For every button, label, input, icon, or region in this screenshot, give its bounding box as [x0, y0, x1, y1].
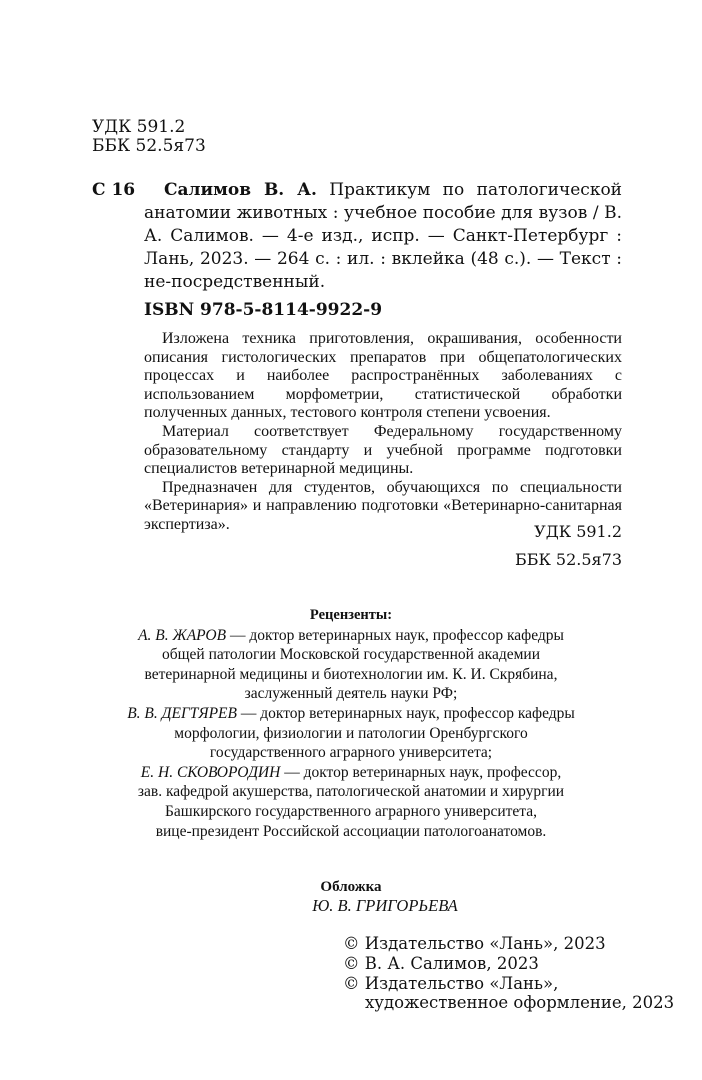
isbn: ISBN 978-5-8114-9922-9 [144, 300, 383, 320]
bibliographic-description [144, 179, 622, 294]
copyright-block [343, 934, 674, 1013]
annotation-paragraph-2: Материал соответствует Федеральному государственному образовательному стандарту и учебной программе подготовки специалистов ветеринарной медицины. [144, 422, 622, 478]
author-mark: С 16 [92, 180, 136, 200]
cover-credit [0, 878, 702, 916]
copyright-design: © Издательство «Лань», [343, 973, 559, 993]
classification-codes-top [92, 118, 206, 156]
reviewer-1-name: А. В. ЖАРОВ [138, 626, 227, 644]
reviewer-3-line-2: зав. кафедрой акушерства, патологической анатомии и хирургии [137, 783, 565, 801]
bbk-code: ББК 52.5я73 [92, 136, 206, 156]
title-line-2: анатомии животных : учебное пособие для вузов / [144, 203, 599, 223]
reviewer-1 [0, 626, 702, 646]
reviewers [0, 606, 702, 841]
annotation [144, 330, 622, 535]
cover-label: Обложка [320, 879, 382, 895]
title-line-1: Практикум по патологической [316, 180, 623, 200]
reviewer-2-line-1: — доктор ветеринарных наук, профессор кафедры [236, 704, 575, 722]
classification-codes-bottom [515, 518, 622, 574]
bbk-code-bottom: ББК 52.5я73 [514, 550, 622, 569]
reviewer-2-line-3: государственного аграрного университета; [209, 744, 493, 762]
reviewer-1-line-1: — доктор ветеринарных наук, профессор кафедры [226, 626, 564, 644]
title-line-5: посредственный. [171, 272, 326, 292]
reviewer-2-name: В. В. ДЕГТЯРЕВ [127, 704, 237, 722]
reviewer-1-line-3: ветеринарной медицины и биотехнологии им. К. И. Скрябина, [144, 665, 558, 683]
reviewer-3 [0, 763, 702, 783]
copyright-publisher: © Издательство «Лань», 2023 [343, 934, 606, 953]
reviewer-3-line-3: Башкирского государственного аграрного университета, [164, 802, 538, 820]
udk-code-bottom: УДК 591.2 [534, 522, 622, 541]
title-line-4: Лань, 2023. — 264 с. : ил. : вклейка (48 с.). — Текст : не- [144, 249, 622, 292]
reviewer-3-line-1: — доктор ветеринарных наук, профессор, [280, 763, 562, 781]
reviewer-3-line-4: вице-президент Российской ассоциации патологоанатомов. [155, 822, 547, 840]
copyright-author: © В. А. Салимов, 2023 [343, 953, 539, 973]
reviewer-1-line-2: общей патологии Московской государственной академии [161, 646, 541, 664]
reviewer-2-line-2: морфологии, физиологии и патологии Оренбургского [174, 724, 528, 742]
cover-artist: Ю. В. ГРИГОРЬЕВА [312, 896, 458, 915]
author-name: Салимов В. А. [164, 180, 317, 200]
reviewers-heading: Рецензенты: [309, 607, 393, 623]
udk-code: УДК 591.2 [92, 117, 186, 137]
copyright-design-note: художественное оформление, 2023 [365, 993, 675, 1013]
reviewer-1-line-4: заслуженный деятель науки РФ; [244, 685, 458, 703]
annotation-paragraph-1: Изложена техника приготовления, окрашивания, особенности описания гистологических препаратов при общепатологических процессах и наиболее распространённых заболеваниях с использованием морфометрии, статистической обработки полученных данных, тестового контроля степени усвоения. [144, 330, 622, 422]
annotation-paragraph-3: Предназначен для студентов, обучающихся по специальности «Ветеринария» и направлению подготовки «Ветеринарно-санитарная экспертиза». [144, 478, 622, 533]
catalog-entry [92, 179, 622, 294]
reviewer-3-name: Е. Н. СКОВОРОДИН [140, 763, 281, 781]
reviewer-2 [0, 704, 702, 724]
title-line-3: В. А. Салимов. — 4-е изд., испр. — Санкт-Петербург : [144, 203, 622, 246]
